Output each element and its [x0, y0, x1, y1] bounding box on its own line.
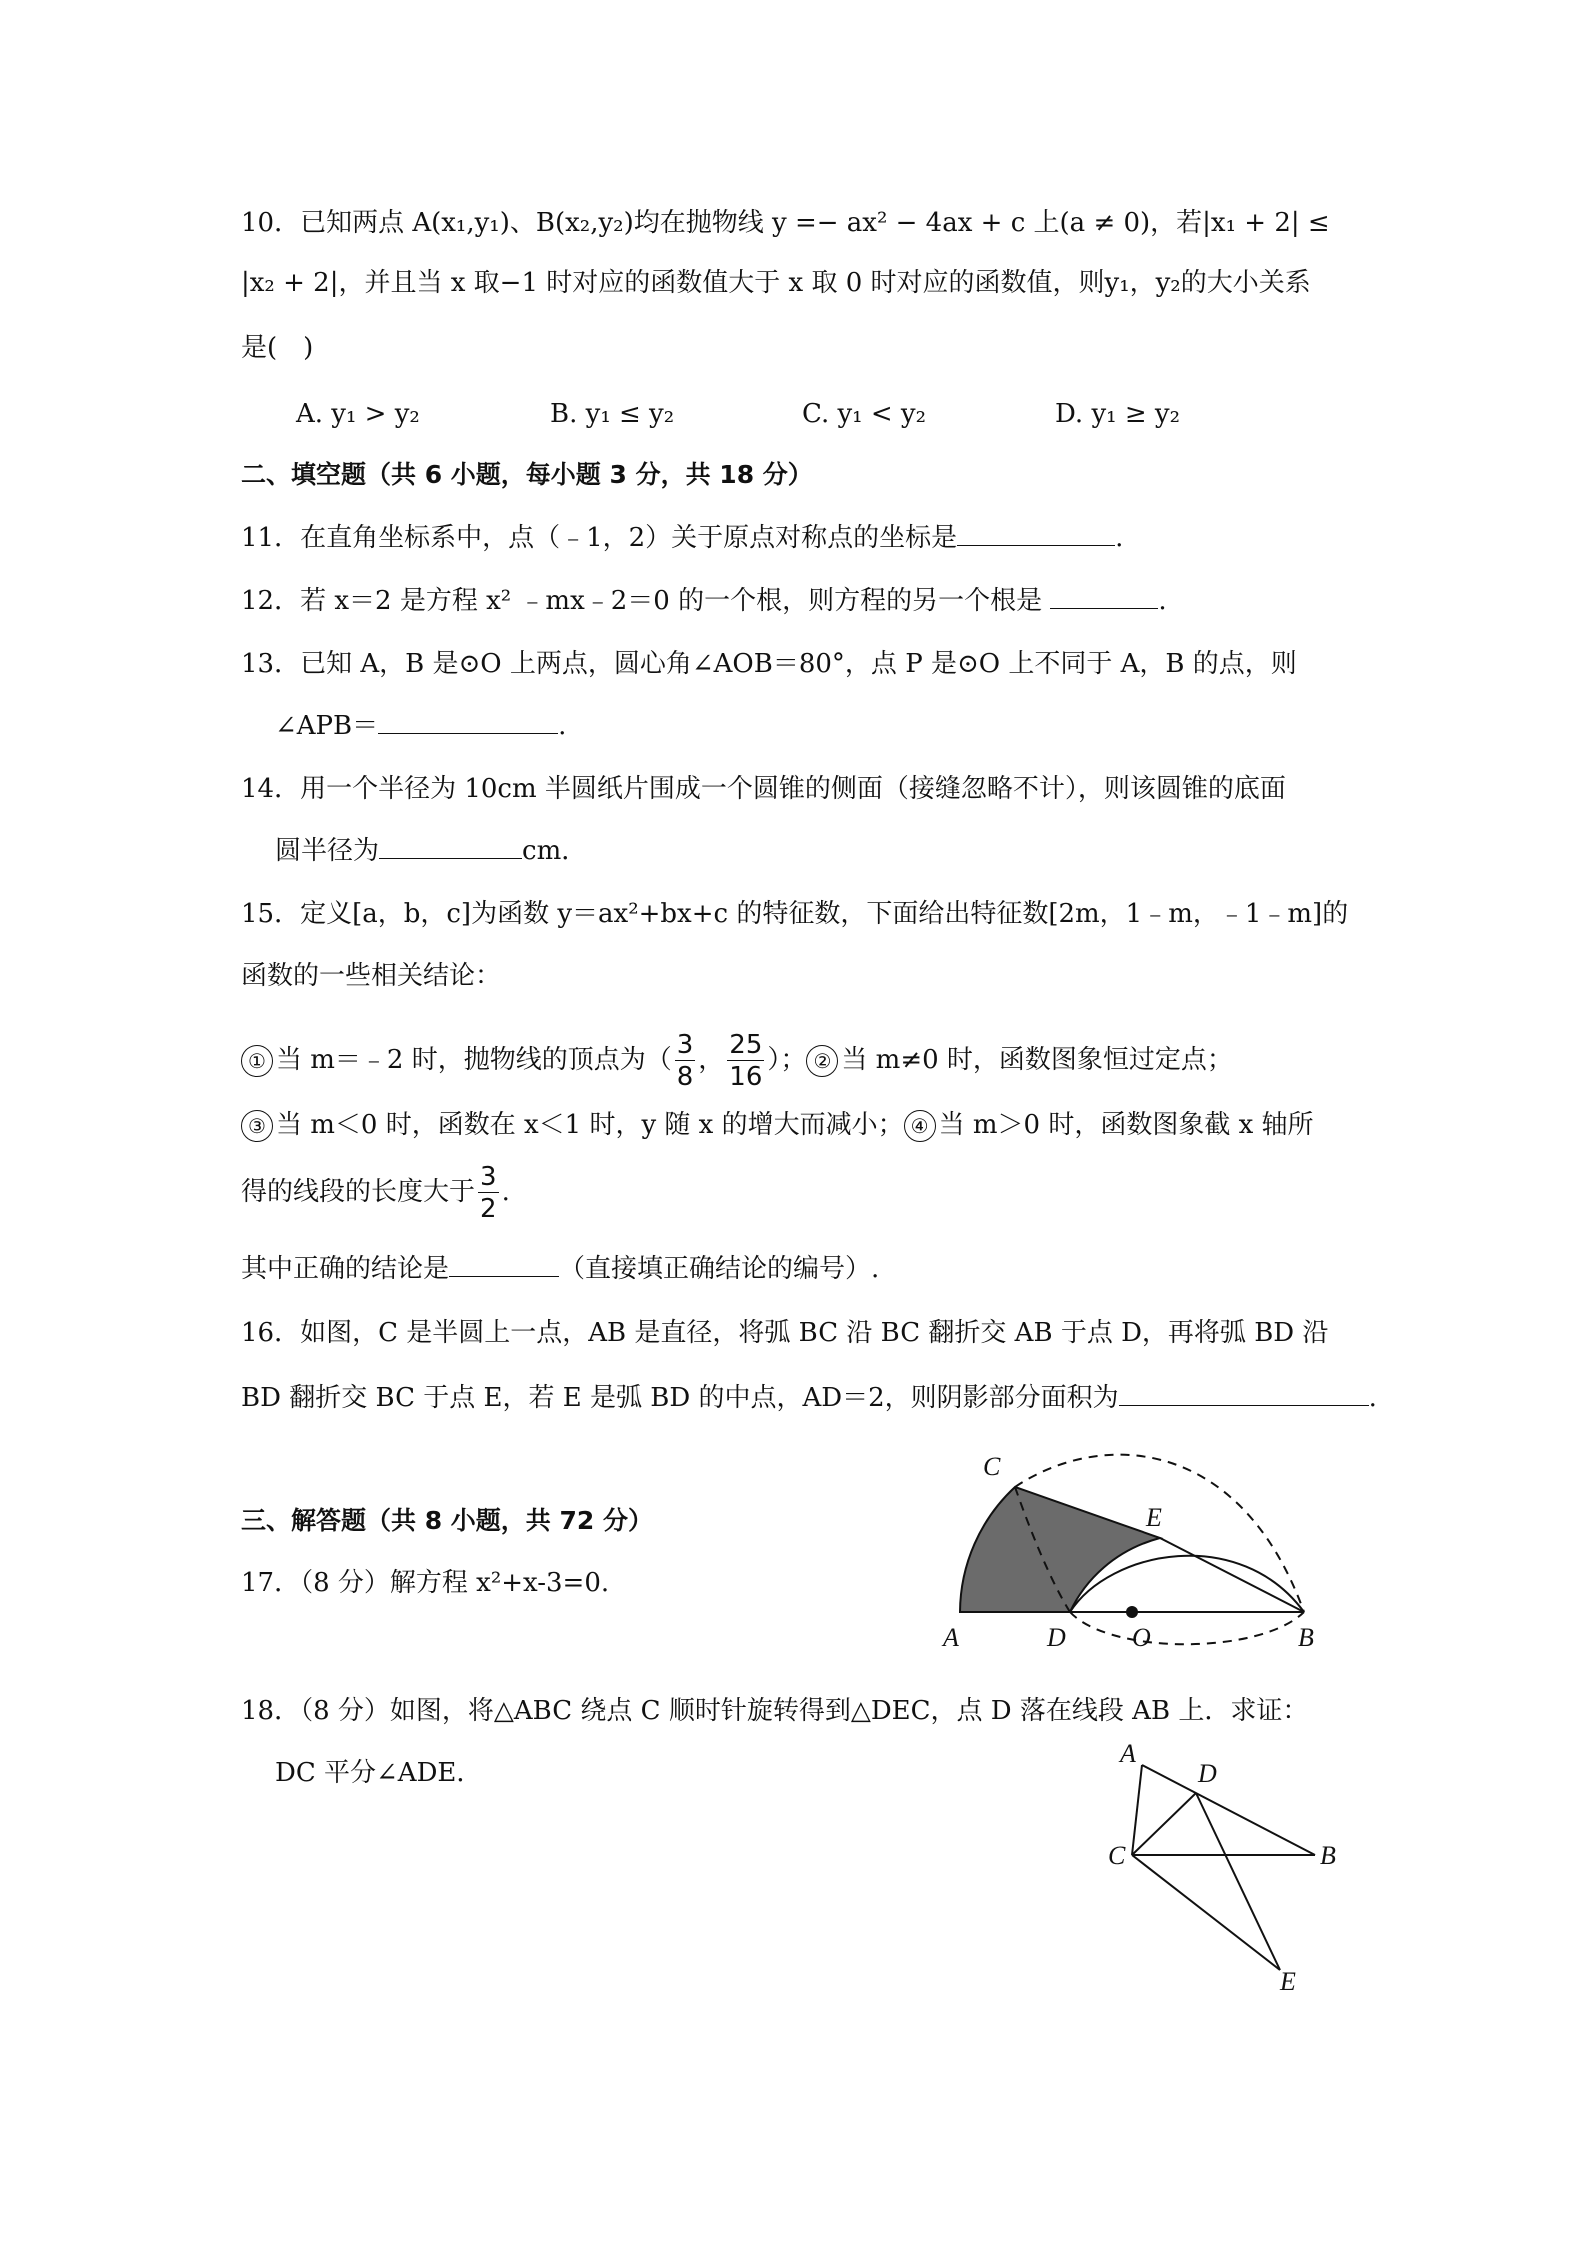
segment-de	[1196, 1793, 1280, 1970]
segment-ac	[1132, 1765, 1142, 1855]
segment-eb	[1160, 1538, 1304, 1612]
q15-c4-text: 当 m＞0 时，函数图象截 x 轴所	[938, 1110, 1314, 1140]
q14-end: cm．	[522, 836, 588, 866]
center-o-point	[1126, 1606, 1138, 1618]
q12-end: .	[1158, 586, 1167, 616]
q15-c1-text: 当 m＝﹣2 时，抛物线的顶点为（	[276, 1045, 672, 1075]
segment-ce	[1132, 1855, 1280, 1970]
q18-figure	[1100, 1735, 1360, 1995]
label-o: O	[1132, 1623, 1151, 1652]
q13-answer-blank[interactable]	[378, 707, 558, 734]
q11-answer-blank[interactable]	[957, 519, 1115, 546]
q16-end: .	[1368, 1383, 1377, 1413]
section3-title: 三、解答题（共 8 小题，共 72 分）	[241, 1506, 654, 1535]
q15-c3-text: 当 m＜0 时，函数在 x＜1 时，y 随 x 的增大而减小；	[276, 1110, 904, 1140]
label-d: D	[1198, 1759, 1217, 1788]
q13-line1: 13．已知 A，B 是⊙O 上两点，圆心角∠AOB＝80°，点 P 是⊙O 上不同于 A，B 的点，则	[241, 649, 1297, 679]
q10-line3: 是( )	[241, 333, 314, 363]
label-c: C	[1108, 1841, 1126, 1870]
label-a: A	[943, 1623, 959, 1652]
q11-text: 11．在直角坐标系中，点（﹣1，2）关于原点对称点的坐标是	[241, 523, 958, 553]
circle-4-icon: ④	[904, 1110, 936, 1142]
label-d: D	[1047, 1623, 1066, 1652]
q12-text: 12．若 x＝2 是方程 x² ﹣mx﹣2＝0 的一个根，则方程的另一个根是	[241, 586, 1043, 616]
q14-line1: 14．用一个半径为 10cm 半圆纸片围成一个圆锥的侧面（接缝忽略不计），则该圆锥的底面	[241, 774, 1286, 804]
q13-line2-text: ∠APB＝	[275, 711, 379, 741]
q16-line2-text: BD 翻折交 BC 于点 E，若 E 是弧 BD 的中点，AD＝2，则阴影部分面积为	[241, 1383, 1119, 1413]
label-e: E	[1280, 1967, 1296, 1995]
q15-line1: 15．定义[a，b，c]为函数 y＝ax²+bx+c 的特征数，下面给出特征数[2m，1﹣m，﹣1﹣m]的	[241, 899, 1349, 929]
circle-3-icon: ③	[241, 1110, 273, 1142]
q15-conclusion-row3	[241, 1162, 510, 1222]
q10-line2: |x₂ + 2|，并且当 x 取−1 时对应的函数值大于 x 取 0 时对应的函数值，则y₁，y₂的大小关系	[241, 268, 1311, 298]
q15-ans-prefix: 其中正确的结论是	[241, 1254, 450, 1284]
label-a: A	[1120, 1739, 1136, 1768]
length-fraction: $\frac{3}{2}$	[480, 1162, 497, 1224]
q12-answer-blank[interactable]	[1050, 582, 1158, 609]
q16-answer-blank[interactable]	[1119, 1379, 1369, 1406]
label-b: B	[1320, 1841, 1336, 1870]
q15-c1-end: ）；	[767, 1045, 807, 1075]
q15-c2-text: 当 m≠0 时，函数图象恒过定点；	[841, 1045, 1233, 1075]
circle-2-icon: ②	[806, 1045, 838, 1077]
q11-end: .	[1115, 523, 1124, 553]
q15-conclusion-row1	[241, 1030, 1233, 1090]
q15-line2: 函数的一些相关结论：	[241, 961, 502, 991]
q13-line2	[275, 706, 566, 746]
q16-line2	[241, 1378, 1377, 1418]
label-e: E	[1146, 1503, 1162, 1532]
q15-answer-line	[241, 1249, 879, 1289]
q16-line1: 16．如图，C 是半圆上一点，AB 是直径，将弧 BC 沿 BC 翻折交 AB 于点 D，再将弧 BD 沿	[241, 1318, 1329, 1348]
label-c: C	[983, 1452, 1001, 1481]
section2-title: 二、填空题（共 6 小题，每小题 3 分，共 18 分）	[241, 460, 813, 489]
q10-option-b: B. y₁ ≤ y₂	[550, 399, 675, 429]
segment-ab	[1142, 1765, 1315, 1855]
circle-1-icon: ①	[241, 1045, 273, 1077]
q15-comma: ，	[698, 1045, 725, 1075]
label-b: B	[1298, 1623, 1314, 1652]
q13-end: .	[558, 711, 567, 741]
dashed-arc-bottom	[1070, 1612, 1304, 1644]
q15-conclusion-row2	[241, 1105, 1314, 1145]
q18-line2: DC 平分∠ADE．	[275, 1758, 483, 1788]
q11	[241, 518, 1123, 558]
q16-figure	[940, 1420, 1340, 1660]
q12	[241, 581, 1167, 621]
q15-answer-blank[interactable]	[449, 1250, 559, 1277]
q14-line2	[275, 831, 587, 871]
q17-text: 17．（8 分）解方程 x²+x-3=0.	[241, 1568, 610, 1598]
q10-option-a: A. y₁ > y₂	[296, 399, 420, 429]
q10-line1: 10．已知两点 A(x₁,y₁)、B(x₂,y₂)均在抛物线 y =− ax² − 4ax + c 上(a ≠ 0)，若|x₁ + 2| ≤	[241, 208, 1330, 238]
q15-ans-suffix: （直接填正确结论的编号）.	[559, 1254, 880, 1284]
q10-option-c: C. y₁ < y₂	[802, 399, 927, 429]
q14-answer-blank[interactable]	[379, 832, 522, 859]
q15-c4-end: .	[501, 1177, 510, 1207]
q14-line2-text: 圆半径为	[275, 836, 380, 866]
q18-line1: 18．（8 分）如图，将△ABC 绕点 C 顺时针旋转得到△DEC，点 D 落在线段 AB 上．求证：	[241, 1696, 1309, 1726]
vertex-y-fraction: $\frac{25}{16}$	[729, 1030, 763, 1092]
segment-dc	[1132, 1793, 1196, 1855]
q15-c4-line2: 得的线段的长度大于	[241, 1177, 476, 1207]
q10-option-d: D. y₁ ≥ y₂	[1055, 399, 1180, 429]
vertex-x-fraction: $\frac{3}{8}$	[676, 1030, 694, 1092]
